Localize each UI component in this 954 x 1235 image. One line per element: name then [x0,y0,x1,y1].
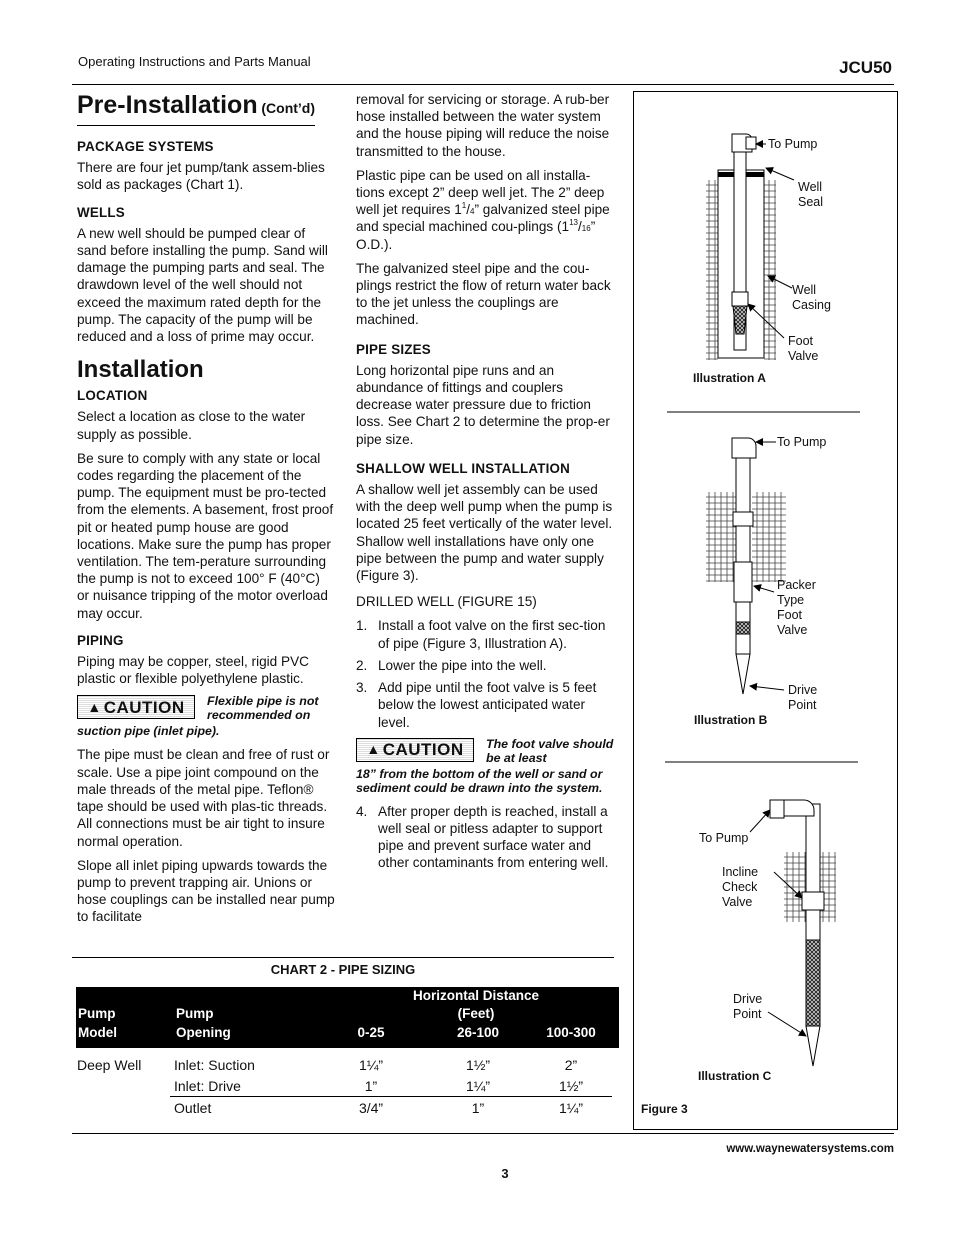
section-title-suffix: (Cont’d) [261,100,316,116]
b-drive-point-label: Drive Point [788,683,818,712]
header-col-0-25: 0-25 [357,1025,385,1040]
drilled-well-label: DRILLED WELL (FIGURE 15) [356,594,537,610]
step-item: 1. Install a foot valve on the first sec-tion of pipe (Figure 3, Illustration A). [356,618,606,651]
step-item: 3. Add pipe until the foot valve is 5 feet below the lowest anticipated water level. [356,680,597,730]
table-cell: 1½” [558,1078,584,1094]
header-col-100-300: 100-300 [546,1025,596,1040]
table-cell-opening: Outlet [174,1100,212,1116]
caution-text-2b: 18” from the bottom of the well or sand or sediment could be drawn into the system. [356,766,603,795]
document-header: Operating Instructions and Parts Manual [78,54,311,69]
a-to-pump-label: To Pump [768,137,818,151]
header-pump-opening-2: Opening [176,1025,231,1040]
slope-text: Slope all inlet piping upwards towards the pump to prevent trapping air. Unions or hose couplings can be installed near pump to facilitate [77,857,335,925]
illustration-a-label: Illustration A [693,371,766,385]
table-cell: 1½” [465,1057,491,1073]
header-feet: (Feet) [457,1006,495,1021]
package-systems-text: There are four jet pump/tank assem-blies sold as packages (Chart 1). [77,160,325,193]
table-cell: 1” [471,1100,485,1116]
plastic-pipe-text: Plastic pipe can be used on all installa-tions except 2” deep well jet. The 2” deep well jet requires $1^1/4$” galvanized steel pipe and special machined cou-plings ($1^{13}/16$” O.D.). [356,167,610,252]
pipe-sizes-heading: PIPE SIZES [356,341,431,357]
package-systems-heading: PACKAGE SYSTEMS [77,139,214,154]
c-to-pump-label: To Pump [699,831,749,845]
a-foot-valve-label: Foot Valve [788,334,819,363]
model-number: JCU50 [839,58,892,77]
illustration-c-label: Illustration C [698,1069,772,1083]
table-row-rule [170,1096,612,1097]
table-cell-opening: Inlet: Suction [174,1057,255,1073]
caution-badge: ▲ CAUTION [77,695,195,719]
installation-heading: Installation [77,356,204,384]
caution-badge: ▲ CAUTION [356,738,474,762]
table-cell: 1¼” [465,1078,491,1094]
caution-box-2 [356,737,616,765]
warning-triangle-icon: ▲ [366,741,381,758]
table-cell: 3/4” [358,1100,384,1116]
warning-triangle-icon: ▲ [87,698,102,715]
footer-rule [72,1133,894,1134]
figure-3-label: Figure 3 [641,1102,688,1116]
a-well-casing-label: Well Casing [792,283,831,312]
wells-heading: WELLS [77,204,125,220]
caution-text-1b: suction pipe (inlet pipe). [77,724,220,739]
section-title: Pre-Installation [77,91,258,119]
step-item: 4. After proper depth is reached, install a well seal or pitless adapter to support pipe and prevent surface water and other contaminants from entering well. [356,803,609,871]
illustration-a [706,134,794,360]
pipe-clean-text: The pipe must be clean and free of rust or scale. Use a pipe joint compound on the male threads of the metal pipe. Teflon® tape should be used with plas-tic threads. All connections must be air tight to insure normal operation. [77,747,330,849]
step-item: 2. Lower the pipe into the well. [356,657,547,673]
shallow-well-heading: SHALLOW WELL INSTALLATION [356,460,571,476]
illustration-b-label: Illustration B [694,713,768,727]
table-cell-opening: Inlet: Drive [174,1078,241,1094]
figure-3-box [633,91,898,1130]
left-column [77,90,335,933]
header-horizontal-distance: Horizontal Distance [412,988,540,1003]
piping-heading: PIPING [77,632,124,648]
a-well-seal-label: Well Seal [798,180,824,209]
location-text-1: Select a location as close to the water supply as possible. [77,409,306,442]
table-cell-model: Deep Well [77,1057,142,1073]
table-cell: 2” [564,1057,578,1073]
table-top-rule [72,957,614,958]
c-drive-point-label: Drive Point [733,992,763,1021]
illustration-b [706,438,786,694]
header-col-26-100: 26-100 [456,1025,500,1040]
header-pump-model-2: Model [78,1025,117,1040]
install-steps [356,617,616,730]
piping-text: Piping may be copper, steel, rigid PVC plastic or flexible polyethylene plastic. [77,654,309,687]
pipe-sizes-text: Long horizontal pipe runs and an abundance of fittings and couplers decrease water pressure due to friction loss. See Chart 2 to determine the prop-er pipe size. [356,362,610,447]
middle-column [356,91,616,877]
caution-text-1a: Flexible pipe is not recommended on [207,694,319,723]
chart-2-title: CHART 2 - PIPE SIZING [270,962,416,977]
header-pump-opening: Pump [176,1006,214,1021]
illustration-c [750,800,836,1066]
table-cell: 1” [364,1078,378,1094]
table-header [76,987,619,1048]
b-packer-label: Packer Type Foot Valve [777,578,816,637]
wells-text: A new well should be pumped clear of sand before installing the pump. Sand will damage the pumping parts and seal. The drawdown level of the well should not exceed the maximum rated depth for the pump. The capacity of the pump will be reduced and a loss of prime may occur. [77,225,328,345]
well-illustrations [634,92,897,1129]
table-cell: 1¼” [558,1100,584,1116]
header-pump-model: Pump [78,1006,116,1021]
install-step-4 [356,803,616,872]
caution-text-2a: The foot valve should be at least [486,736,614,765]
header-rule [72,84,894,85]
c-incline-label: Incline Check Valve [722,865,759,909]
location-text-2: Be sure to comply with any state or local codes regarding the placement of the pump. The equipment must be pro-tected from the elements. A basement, frost proof pit or heated pump house are good locations. Make sure the pump has proper ventilation. The tem-perature surrounding the pump is not to exceed 100° F (40°C) or nuisance tripping of the motor overload may occur. [77,450,334,621]
galvanized-text: The galvanized steel pipe and the cou-plings restrict the flow of return water back to the jet unless the couplings are machined. [356,260,611,328]
caution-box-1 [77,694,335,722]
table-cell: 1¼” [358,1057,384,1073]
website-link[interactable]: www.waynewatersystems.com [726,1143,894,1155]
location-heading: LOCATION [77,388,148,404]
shallow-well-text: A shallow well jet assembly can be used with the deep well pump when the pump is located 25 feet vertically of the water level. Shallow well installations have only one pipe between the pump and water supply (Figure 3). [356,482,613,584]
b-to-pump-label: To Pump [777,435,827,449]
continued-text: removal for servicing or storage. A rub-ber hose installed between the water system and the house piping will reduce the noise transmitted to the house. [356,92,610,159]
pre-installation-heading [77,90,315,126]
page-number: 3 [501,1166,509,1181]
